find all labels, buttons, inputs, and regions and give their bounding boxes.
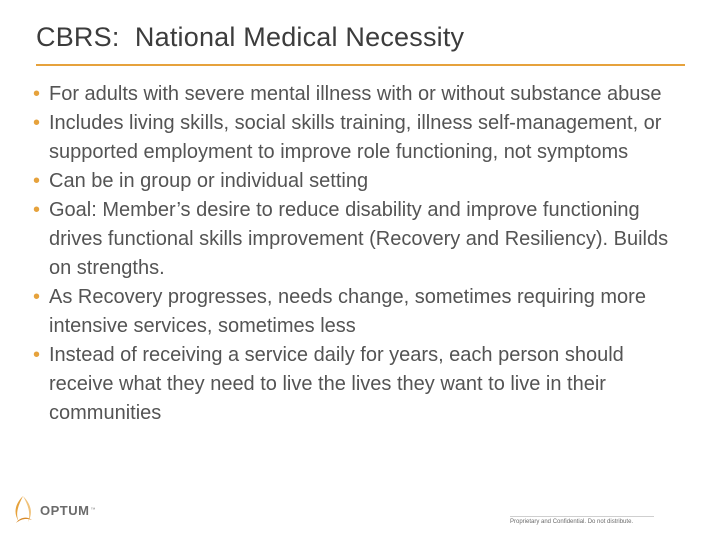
bullet-icon: • [33, 344, 41, 366]
bullet-item [33, 80, 693, 109]
bullet-item [33, 196, 693, 283]
confidentiality-notice: Proprietary and Confidential. Do not distribute. [510, 519, 634, 525]
bullet-text: Includes living skills, social skills training, illness self-management, or supported employment to improve role functioning, not symptoms [49, 112, 662, 163]
footer-divider [510, 516, 654, 517]
optum-logo [10, 492, 95, 528]
bullet-icon: • [33, 199, 41, 221]
bullet-icon: • [33, 112, 41, 134]
bullet-text: Can be in group or individual setting [49, 170, 369, 192]
title-divider [36, 64, 685, 66]
bullet-icon: • [33, 170, 41, 192]
bullet-text: Goal: Member’s desire to reduce disability and improve functioning drives functional skills improvement (Recovery and Resiliency). Builds on strengths. [49, 199, 669, 279]
bullet-list [33, 80, 693, 428]
bullet-icon: • [33, 286, 41, 308]
bullet-text: As Recovery progresses, needs change, sometimes requiring more intensive services, sometimes less [49, 286, 646, 337]
bullet-text: Instead of receiving a service daily for years, each person should receive what they need to live the lives they want to live in their communities [49, 344, 624, 424]
bullet-text: For adults with severe mental illness with or without substance abuse [49, 83, 662, 105]
optum-swoosh-icon [10, 495, 36, 525]
logo-wordmark: OPTUM [40, 502, 90, 518]
bullet-item [33, 341, 693, 428]
bullet-item [33, 283, 693, 341]
bullet-item [33, 167, 693, 196]
slide-title: CBRS: National Medical Necessity [36, 22, 465, 52]
bullet-item [33, 109, 693, 167]
bullet-icon: • [33, 83, 41, 105]
logo-trademark: ™ [90, 507, 96, 513]
